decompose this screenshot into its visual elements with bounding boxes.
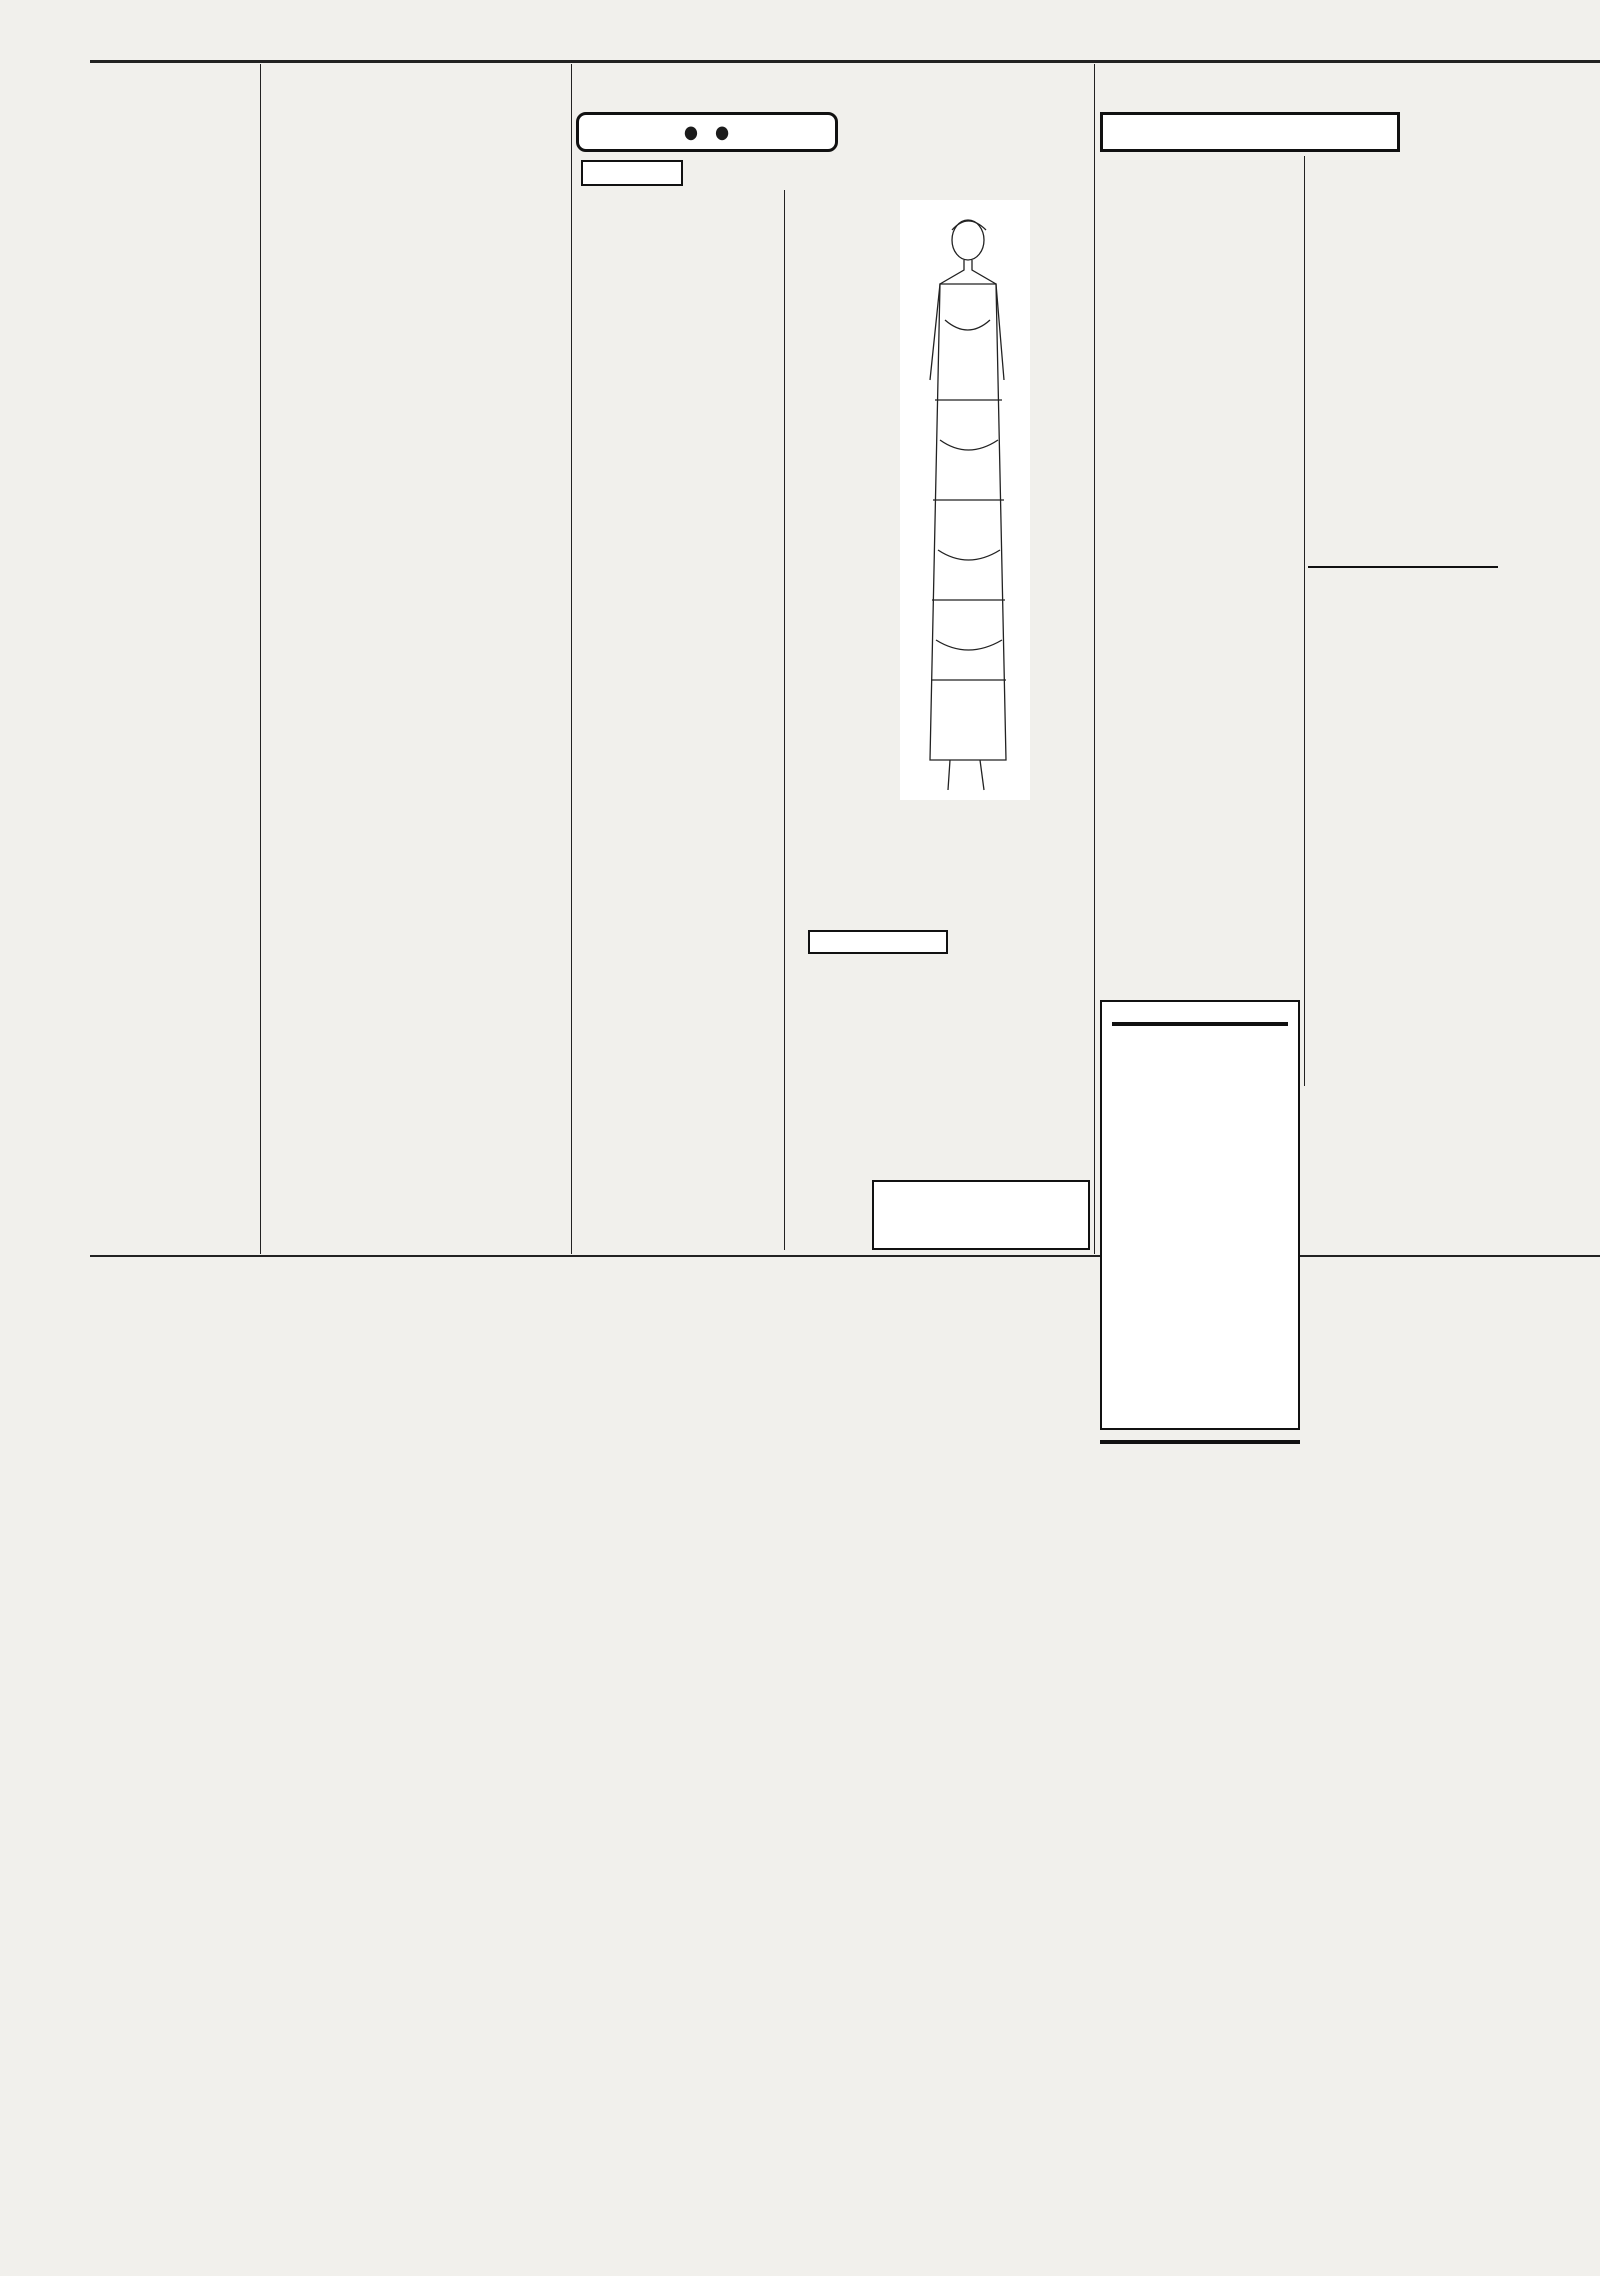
apo-column-1	[576, 190, 781, 1250]
banner-bullet-icon: ●	[683, 121, 699, 143]
rates-bulletin	[1308, 566, 1498, 911]
column-divider	[260, 64, 261, 1254]
section-divider	[90, 1255, 1600, 1257]
ophthalmologist-ad	[872, 1180, 1090, 1250]
column-divider	[571, 64, 572, 1254]
fashion-illustration	[900, 200, 1030, 800]
war-article-column-1	[92, 66, 256, 1236]
econ-banner	[1100, 112, 1400, 152]
column-divider	[784, 190, 785, 1250]
header-rule	[90, 60, 1600, 63]
econ-column-2	[1308, 156, 1498, 392]
rates-title	[1308, 566, 1498, 568]
apo-column-2	[788, 190, 898, 405]
exchange-title	[1308, 394, 1498, 410]
apo-events	[788, 855, 1092, 925]
patras-market-title	[1308, 914, 1498, 928]
apo-zoin-banner	[576, 112, 838, 152]
econ-column-1	[1100, 174, 1300, 709]
fashion-figure-drawing	[900, 200, 1030, 800]
patras-market	[1308, 930, 1498, 1000]
page-header	[90, 40, 1600, 58]
edo-kei-banner	[581, 160, 683, 186]
ad-venue	[1112, 1022, 1288, 1026]
exchange-text-block	[1308, 412, 1498, 562]
column-divider	[1304, 156, 1305, 1086]
masked-girl-ad	[1100, 1440, 1300, 1444]
notice-title	[808, 930, 948, 954]
banner-bullet-icon: ●	[715, 121, 731, 143]
palmist-ad	[1100, 1000, 1300, 1430]
column-divider	[1094, 64, 1095, 1254]
war-footer-left	[92, 1222, 392, 1252]
apo-column-3	[1032, 370, 1092, 780]
fashion-title	[900, 170, 1000, 194]
fashion-caption	[850, 835, 1030, 849]
war-article-column-2	[264, 66, 568, 1216]
war-signature	[400, 1202, 570, 1216]
bonds-title	[1100, 156, 1300, 172]
